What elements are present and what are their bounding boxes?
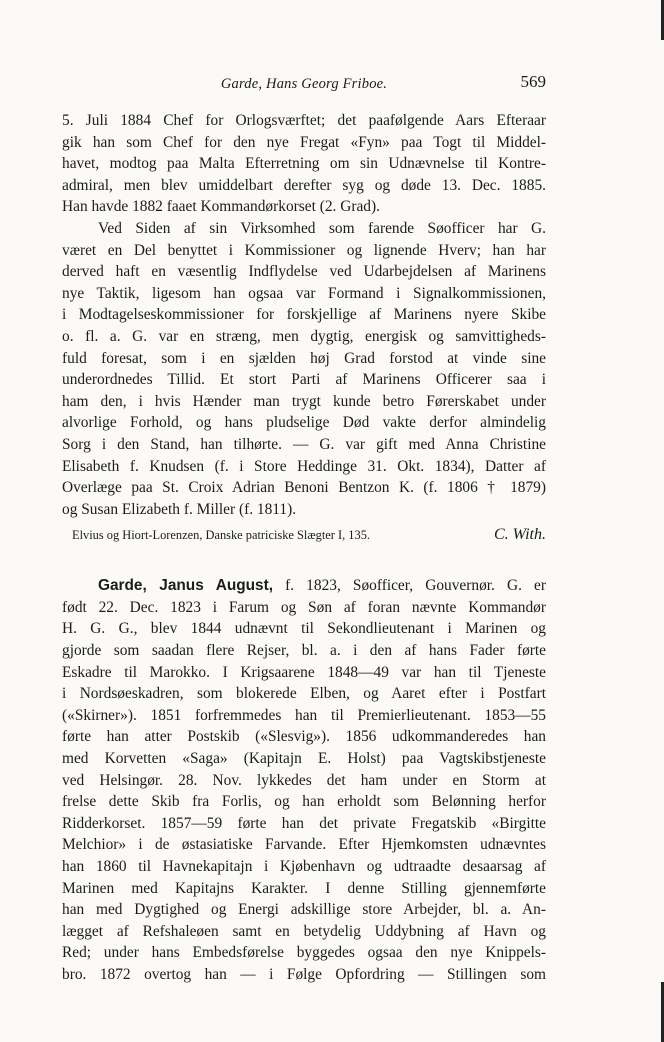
text-line: været en Del benyttet i Kommissioner og lignende Hverv; han har [62, 241, 546, 259]
text-line: («Skirner»). 1851 forfremmedes han til Premierlieutenant. 1853—55 [62, 706, 546, 724]
page-header [62, 72, 546, 98]
text-line: gjorde som saadan flere Rejser, bl. a. i den af hans Fader førte [62, 642, 546, 660]
text-line: havet, modtog paa Malta Efterretning om sin Udnævnelse til Kontre- [62, 155, 546, 173]
text-line: i Nordsøeskadren, som blokerede Elben, og Aaret efter i Postfart [62, 685, 546, 703]
text-line: nye Taktik, ligesom han ogsaa var Formand i Signalkommissionen, [62, 284, 546, 302]
text-line: han med Dygtighed og Energi adskillige store Arbejder, bl. a. An- [62, 901, 546, 919]
source-citation [62, 522, 546, 548]
text-line: 5. Juli 1884 Chef for Orlogsværftet; det paafølgende Aars Efteraar [62, 112, 546, 129]
text-line: født 22. Dec. 1823 i Farum og Søn af foran nævnte Kommandør [62, 598, 546, 616]
text-line: admiral, men blev umiddelbart derefter syg og døde 13. Dec. 1885. [62, 176, 546, 194]
text-line: ham den, i hvis Hænder man trygt kunde betro Førerskabet under [62, 392, 546, 410]
entry-first-line [62, 575, 546, 597]
text-line: underordnedes Tillid. Et stort Parti af Marinens Officerer saa i [62, 371, 546, 389]
text-line: fuld foresat, som i en sjælden høj Grad forstod at vinde sine [62, 349, 546, 367]
text-line: og Susan Elizabeth f. Miller (f. 1811). [62, 500, 297, 518]
text-line: Eskadre til Marokko. I Krigsaarene 1848—49 var han til Tjeneste [62, 663, 546, 681]
text-line: Melchior» i de østasiatiske Farvande. Efter Hjemkomsten udnævntes [62, 836, 546, 854]
running-title: Garde, Hans Georg Friboe. [220, 76, 388, 92]
text-line: frelse dette Skib fra Forlis, og han erholdt som Belønning herfor [62, 793, 546, 811]
text-line: Sorg i den Stand, han tilhørte. — G. var gift med Anna Christine [62, 435, 546, 453]
source-reference: Elvius og Hiort-Lorenzen, Danske patriciske Slægter I, 135. [72, 528, 370, 543]
entry-separator [62, 548, 546, 575]
text-line: Han havde 1882 faaet Kommandørkorset (2. Grad). [62, 198, 380, 216]
text-line: alvorlige Forhold, og hans pludselige Død vakte derfor almindelig [62, 414, 546, 432]
text-line: Marinen med Kapitajns Karakter. I denne Stilling gjennemførte [62, 879, 546, 897]
text-line: bro. 1872 overtog han — i Følge Opfordring — Stillingen som [62, 965, 546, 983]
text-line: Red; under hans Embedsførelse byggedes ogsaa den nye Knippels- [62, 944, 546, 962]
text-line: Overlæge paa St. Croix Adrian Benoni Bentzon K. (f. 1806 † 1879) [62, 479, 546, 497]
text-line: Ridderkorset. 1857—59 førte han det private Fregatskib «Birgitte [62, 814, 546, 832]
text-line: i Modtagelseskommissioner for forskjellige af Marinens nyere Skibe [62, 306, 546, 324]
entry-first-line-text: f. 1823, Søofficer, Gouvernør. G. er [285, 577, 546, 595]
body-text [62, 110, 546, 986]
text-line: Ved Siden af sin Virksomhed som farende Søofficer har G. [98, 219, 546, 237]
text-line: o. fl. a. G. var en stræng, men dygtig, energisk og samvittigheds- [62, 327, 546, 345]
author-signature: C. With. [493, 526, 546, 544]
text-line: han 1860 til Havnekapitajn i Kjøbenhavn og udtraadte desaarsag af [62, 858, 546, 875]
entry-headword: Garde, Janus August, [98, 577, 273, 595]
text-line: H. G. G., blev 1844 udnævnt til Sekondlieutenant i Marinen og [62, 620, 546, 638]
text-line: lægget af Refshaleøen samt en betydelig Uddybning af Havn og [62, 922, 546, 940]
text-line: ved Helsingør. 28. Nov. lykkedes det ham under en Storm at [62, 771, 546, 789]
text-line: gik han som Chef for den nye Fregat «Fyn» paa Togt til Middel- [62, 133, 546, 151]
text-line: derved haft en væsentlig Indflydelse ved Udarbejdelsen af Marinens [62, 263, 546, 281]
text-line: Elisabeth f. Knudsen (f. i Store Heddinge 31. Okt. 1834), Datter af [62, 457, 546, 475]
text-line: med Korvetten «Saga» (Kapitajn E. Holst) paa Vagtskibstjeneste [62, 750, 546, 768]
page-number: 569 [520, 72, 546, 91]
text-line: førte han atter Postskib («Slesvig»). 1856 udkommanderedes han [62, 728, 546, 746]
